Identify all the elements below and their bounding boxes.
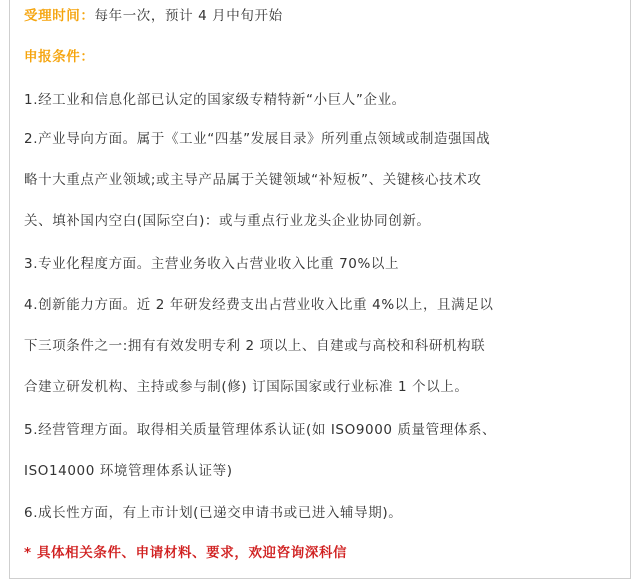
condition-line-1: 1.经工业和信息化部已认定的国家级专精特新“小巨人”企业。 [24,92,406,108]
condition-line-10: ISO14000 环境管理体系认证等) [24,463,233,479]
acceptance-time-value: 每年一次，预计 4 月中旬开始 [94,8,283,24]
acceptance-time-line [24,6,283,26]
condition-line-2: 2.产业导向方面。属于《工业“四基”发展目录》所列重点领域或制造强国战 [24,131,491,147]
condition-line-6: 4.创新能力方面。近 2 年研发经费支出占营业收入比重 4%以上，且满足以 [24,297,494,313]
condition-line-11: 6.成长性方面，有上市计划(已递交申请书或已进入辅导期)。 [24,505,403,521]
acceptance-time-label: 受理时间： [24,8,95,24]
condition-line-4: 关、填补国内空白(国际空白)：或与重点行业龙头企业协同创新。 [24,213,431,229]
consultation-note: * 具体相关条件、申请材料、要求，欢迎咨询深科信 [24,545,348,561]
condition-line-7: 下三项条件之一:拥有有效发明专利 2 项以上、自建或与高校和科研机构联 [24,338,486,354]
condition-line-9: 5.经营管理方面。取得相关质量管理体系认证(如 ISO9000 质量管理体系、 [24,422,497,438]
condition-line-8: 合建立研发机构、主持或参与制(修) 订国际国家或行业标准 1 个以上。 [24,379,469,395]
application-conditions-heading: 申报条件： [24,49,95,65]
document-frame [9,0,631,579]
condition-line-5: 3.专业化程度方面。主营业务收入占营业收入比重 70%以上 [24,256,400,272]
condition-line-3: 略十大重点产业领域;或主导产品属于关键领域“补短板”、关键核心技术攻 [24,172,482,188]
